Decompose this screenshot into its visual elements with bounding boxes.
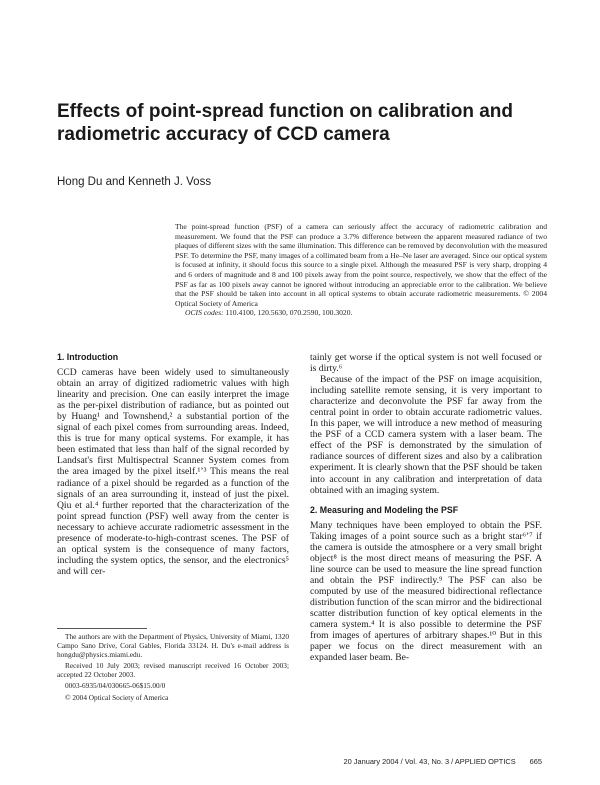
intro-paragraph-2: Because of the impact of the PSF on image acquisition, including satellite remote sensing, it is very important to characterize and deconvolute the PSF far away from the central point in order to obtain accurate radiometric values. In this paper, we will introduce a new method of measuring the PSF of a CCD camera system with a laser beam. The effect of the PSF is demonstrated by the simulation of radiance sources of different sizes and also by a calibration experiment. It is clearly shown that the PSF should be taken into account in any calibration and interpretation of data obtained with an imaging system. xyxy=(310,374,542,496)
footnote-copyright: © 2004 Optical Society of America xyxy=(65,692,169,702)
running-footer xyxy=(310,757,542,766)
page-number: 665 xyxy=(529,757,542,766)
footnote-code: 0003-6935/04/030665-06$15.00/0 xyxy=(65,681,166,691)
footnote-received: Received 10 July 2003; revised manuscript received 16 October 2003; accepted 22 October 2003. xyxy=(57,661,289,680)
ocis-values: 110.4100, 120.5630, 070.2590, 100.3020. xyxy=(225,308,353,318)
footnote-affiliation: The authors are with the Department of Physics, University of Miami, 1320 Campo Sano Drive, Coral Gables, Florida 33124. H. Du's e-mail address is hongdu@physics.miami.edu. xyxy=(57,632,289,660)
right-column xyxy=(310,352,542,663)
authors: Hong Du and Kenneth J. Voss xyxy=(57,176,212,188)
abstract-text: The point-spread function (PSF) of a camera can seriously affect the accuracy of radiometric calibration and measurement. We found that the PSF can produce a 3.7% difference between the apparent measured radiance of two plaques of different sizes with the same illumination. This difference can be removed by deconvolution with the measured PSF. To determine the PSF, many images of a collimated beam from a He–Ne laser are averaged. Since our optical system is focused at infinity, it should focus this source to a single pixel. Although the measured PSF is very sharp, dropping 4 and 6 orders of magnitude and 8 and 100 pixels away from the point source, respectively, we show that the effect of the PSF as far as 100 pixels away cannot be ignored without introducing an appreciable error to the calibration. We believe that the PSF should be taken into account in all optical systems to obtain accurate radiometric measurements. © 2004 Optical Society of America xyxy=(175,222,547,308)
footnotes xyxy=(57,632,289,704)
ocis-codes xyxy=(175,308,547,318)
section-heading-psf: 2. Measuring and Modeling the PSF xyxy=(310,504,459,515)
ocis-label: OCIS codes: xyxy=(185,308,224,318)
intro-continuation: tainly get worse if the optical system is not well focused or is dirty.⁶ xyxy=(310,352,542,375)
journal-info: 20 January 2004 / Vol. 43, No. 3 / APPLIED OPTICS xyxy=(343,757,516,766)
psf-paragraph-1: Many techniques have been employed to obtain the PSF. Taking images of a point source such as a bright star⁶ʼ⁷ if the camera is outside the atmosphere or a very small bright object⁸ is the most direct means of measuring the PSF. A line source can be used to measure the line spread function and obtain the PSF indirectly.⁹ The PSF can also be computed by use of the measured bidirectional reflectance distribution function of the scan mirror and the bidirectional scatter distribution function of key optical elements in the camera system.⁴ It is also possible to determine the PSF from images of apertures of arbitrary shapes.¹⁰ But in this paper we focus on the direct measurement with an expanded laser beam. Be- xyxy=(310,519,542,664)
intro-paragraph-1: CCD cameras have been widely used to simultaneously obtain an array of digitized radiometric values with high linearity and precision. One can easily interpret the image as the per-pixel distribution of radiance, but as pointed out by Huang¹ and Townshend,² a substantial portion of the signal of each pixel comes from surrounding areas. Indeed, this is true for many optical systems. For example, it has been estimated that less than half of the signal recorded by Landsat's first Multispectral Scanner System comes from the area imaged by the pixel itself.¹ʼ³ This means the real radiance of a pixel should be regarded as a function of the signals of an area surrounding it, instead of just the pixel. Qiu et al.⁴ further reported that the characterization of the point spread function (PSF) well away from the center is necessary to achieve accurate radiometric assessment in the presence of moderate-to-high-contrast scenes. The PSF of an optical system is the consequence of many factors, including the system optics, the sensor, and the electronics⁵ and will cer- xyxy=(57,367,289,577)
abstract xyxy=(175,222,547,318)
section-heading-introduction: 1. Introduction xyxy=(57,352,119,362)
left-column xyxy=(57,352,289,577)
footnote-divider xyxy=(57,628,147,629)
paper-title: Effects of point-spread function on calibration and radiometric accuracy of CCD camera xyxy=(57,101,514,145)
